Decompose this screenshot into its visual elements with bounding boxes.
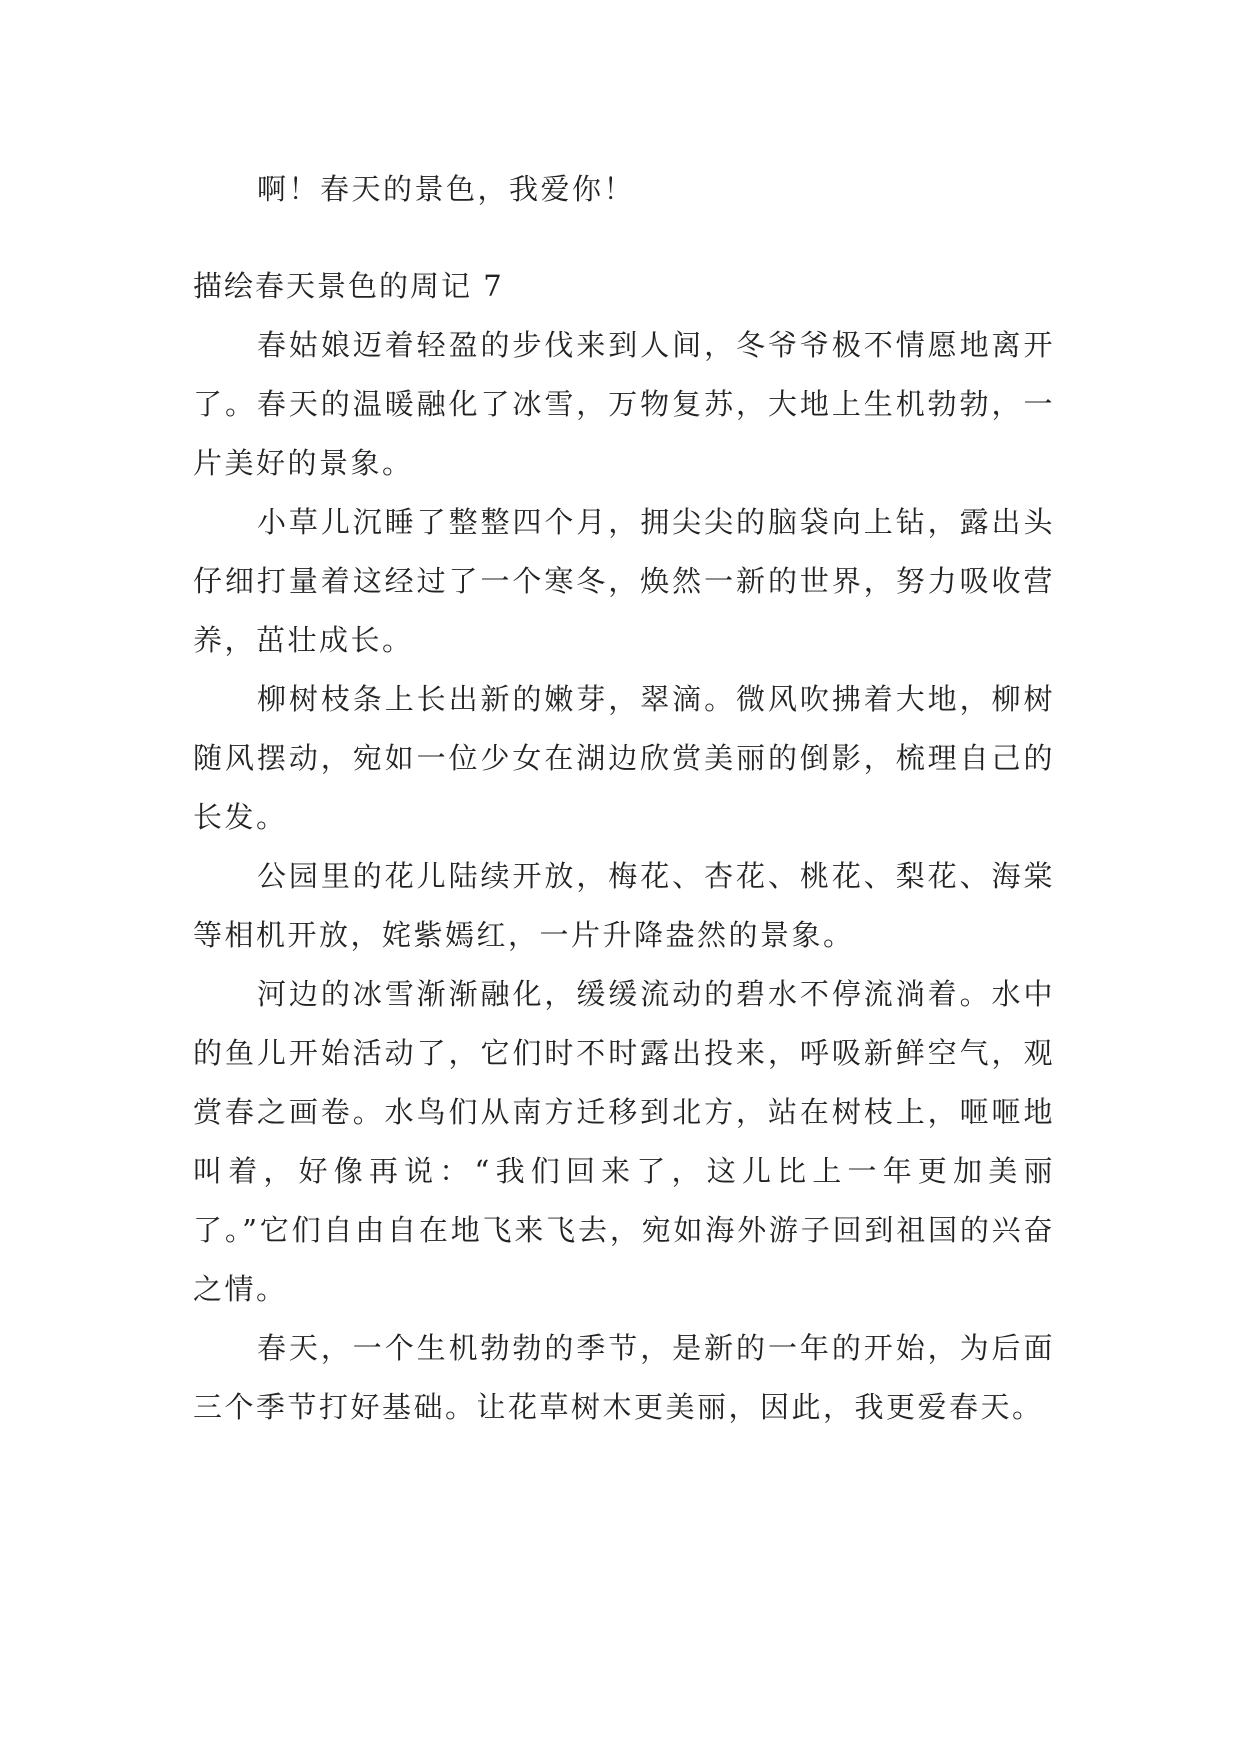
essay-title: 描绘春天景色的周记 7 bbox=[193, 269, 504, 303]
document-body bbox=[193, 160, 1055, 1437]
paragraph: 春姑娘迈着轻盈的步伐来到人间，冬爷爷极不情愿地离开了。春天的温暖融化了冰雪，万物复苏，大地上生机勃勃，一片美好的景象。 bbox=[193, 328, 1055, 480]
paragraph: 小草儿沉睡了整整四个月，拥尖尖的脑袋向上钻，露出头仔细打量着这经过了一个寒冬，焕然一新的世界，努力吸收营养，茁壮成长。 bbox=[193, 505, 1055, 657]
paragraph: 河边的冰雪渐渐融化，缓缓流动的碧水不停流淌着。水中的鱼儿开始活动了，它们时不时露出投来，呼吸新鲜空气，观赏春之画卷。水鸟们从南方迁移到北方，站在树枝上，咂咂地叫着，好像再说：“我们回来了，这儿比上一年更加美丽了。”它们自由自在地飞来飞去，宛如海外游子回到祖国的兴奋之情。 bbox=[193, 977, 1055, 1306]
paragraph: 公园里的花儿陆续开放，梅花、杏花、桃花、梨花、海棠等相机开放，姹紫嫣红，一片升降盎然的景象。 bbox=[193, 859, 1055, 952]
opening-paragraph: 啊！春天的景色，我爱你！ bbox=[257, 172, 636, 206]
paragraph: 柳树枝条上长出新的嫩芽，翠滴。微风吹拂着大地，柳树随风摆动，宛如一位少女在湖边欣赏美丽的倒影，梳理自己的长发。 bbox=[193, 682, 1055, 834]
paragraph: 春天，一个生机勃勃的季节，是新的一年的开始，为后面三个季节打好基础。让花草树木更美丽，因此，我更爱春天。 bbox=[193, 1331, 1055, 1424]
